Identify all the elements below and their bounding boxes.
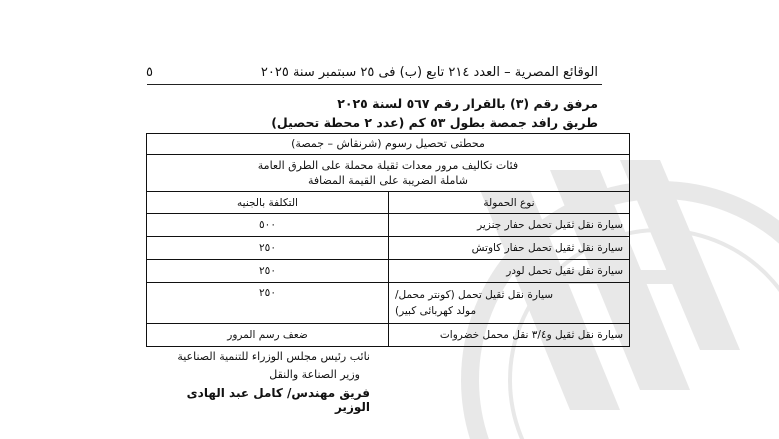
attachment-title: مرفق رقم (٣) بالقرار رقم ٥٦٧ لسنة ٢٠٢٥ (337, 96, 598, 111)
load-type: سيارة نقل ثقيل تحمل لودر (388, 260, 629, 282)
station-row (147, 134, 629, 154)
page-number: ٥ (146, 65, 153, 80)
cost-value: ٥٠٠ (259, 219, 276, 231)
category-line-2: شاملة الضريبة على القيمة المضافة (307, 174, 468, 187)
column-header-cost: التكلفة بالجنيه (237, 196, 298, 209)
cost-value: ضعف رسم المرور (227, 329, 308, 341)
category-line-1: فئات تكاليف مرور معدات ثقيلة محملة على الطرق العامة (257, 159, 519, 172)
header-title: الوقائع المصرية – العدد ٢١٤ تابع (ب) فى ٢٥ سبتمبر سنة ٢٠٢٥ (260, 65, 598, 80)
table-row (147, 282, 629, 323)
table-row (147, 213, 629, 236)
fees-table (146, 133, 630, 347)
road-title: طريق رافد جمصة بطول ٥٣ كم (عدد ٢ محطة تحصيل) (271, 115, 598, 130)
category-row (147, 154, 629, 191)
signatory-name: فريق مهندس/ كامل عبد الهادى الوزير (186, 386, 370, 414)
load-type-line-1: سيارة نقل ثقيل تحمل (كونتر محمل/ (395, 289, 554, 301)
station-name: محطتى تحصيل رسوم (شرنقاش – جمصة) (291, 137, 485, 150)
table-row (147, 259, 629, 282)
cost-value: ٢٥٠ (259, 265, 276, 277)
load-type: سيارة نقل ثقيل تحمل حفار جنزير (388, 214, 629, 236)
load-type: سيارة نقل ثقيل و٣/٤ نقل محمل خضروات (388, 324, 629, 346)
load-type: سيارة نقل ثقيل تحمل حفار كاوتش (388, 237, 629, 259)
table-row (147, 323, 629, 346)
cost-value: ٢٥٠ (259, 242, 276, 254)
signatory-title-1: نائب رئيس مجلس الوزراء للتنمية الصناعية (177, 350, 370, 363)
table-row (147, 236, 629, 259)
load-type-line-2: مولد كهربائى كبير) (395, 305, 477, 317)
table-header-row (147, 191, 629, 213)
signatory-title-2: وزير الصناعة والنقل (269, 368, 360, 381)
cost-value: ٢٥٠ (259, 287, 276, 299)
load-type (388, 283, 629, 323)
column-header-type: نوع الحمولة (388, 192, 629, 213)
